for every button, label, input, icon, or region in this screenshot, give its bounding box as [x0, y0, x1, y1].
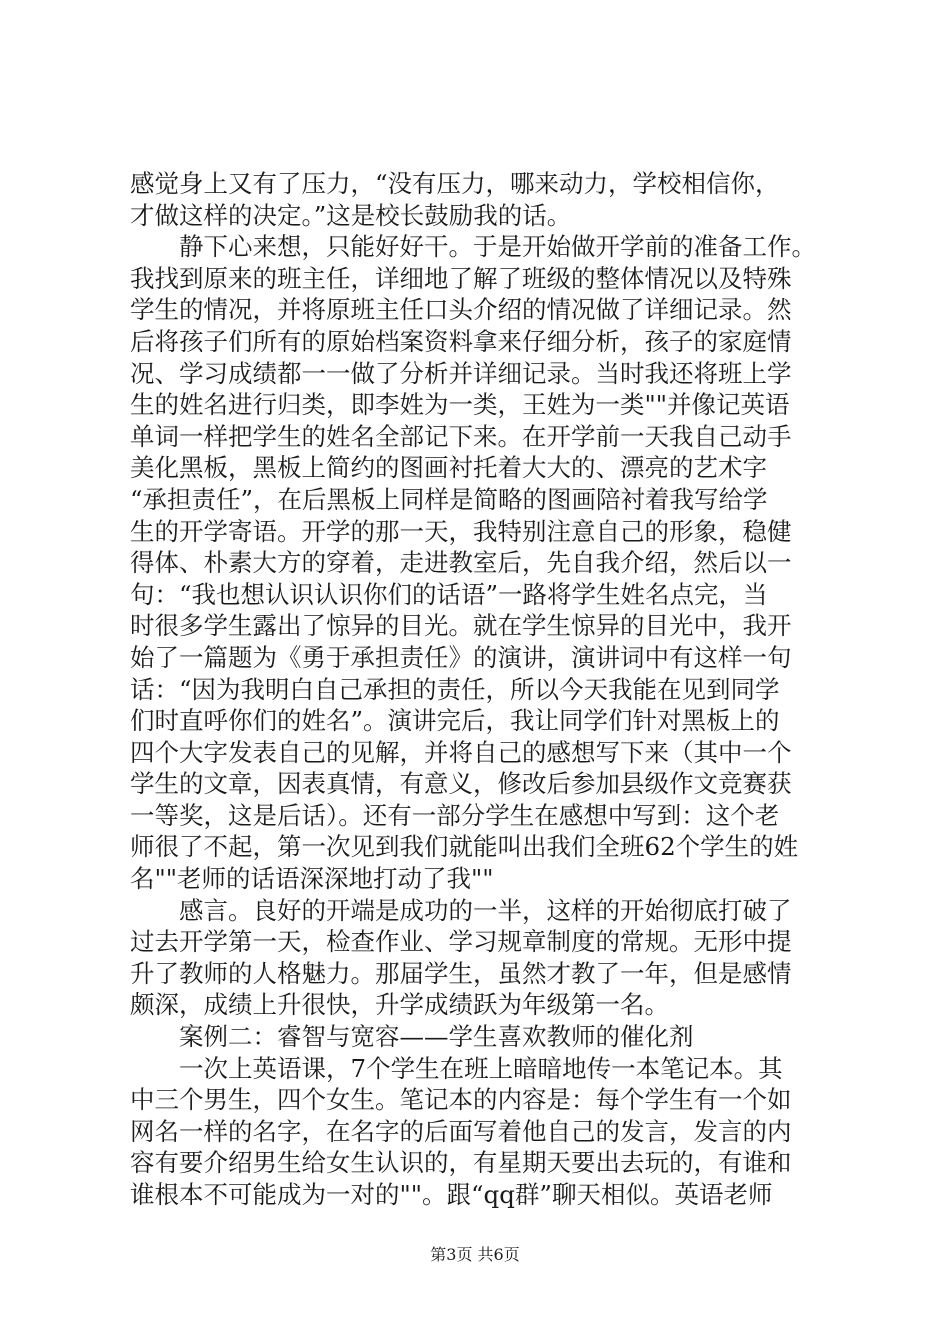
text-line: 感觉身上又有了压力，“没有压力，哪来动力，学校相信你， [130, 169, 780, 198]
text-line: 四个大字发表自己的见解，并将自己的感想写下来（其中一个 [130, 737, 792, 767]
text-line: 话：“因为我明白自己承担的责任，所以今天我能在见到同学 [130, 674, 780, 704]
text-line: 美化黑板，黑板上简约的图画衬托着大大的、漂亮的艺术字 [130, 453, 767, 483]
text-line: 我找到原来的班主任，详细地了解了班级的整体情况以及特殊 [130, 263, 792, 293]
text-line: 况、学习成绩都一一做了分析并详细记录。当时我还将班上学 [130, 358, 792, 388]
text-line: 们时直呼你们的姓名”。演讲完后，我让同学们针对黑板上的 [130, 706, 780, 736]
text-line: 名""老师的话语深深地打动了我"" [130, 864, 494, 894]
text-line: 学生的文章，因表真情，有意义，修改后参加县级作文竞赛获 [130, 769, 792, 799]
text-line: 容有要介绍男生给女生认识的，有星期天要出去玩的，有谁和 [130, 1148, 792, 1178]
text-line: 静下心来想，只能好好干。于是开始做开学前的准备工作。 [130, 232, 816, 262]
text-line: 时很多学生露出了惊异的目光。就在学生惊异的目光中，我开 [130, 611, 792, 641]
text-line: 感言。良好的开端是成功的一半，这样的开始彻底打破了 [130, 895, 792, 925]
text-line: 学生的情况，并将原班主任口头介绍的情况做了详细记录。然 [130, 295, 792, 325]
text-line: 生的开学寄语。开学的那一天，我特别注意自己的形象，稳健 [130, 516, 792, 546]
text-line: 生的姓名进行归类，即李姓为一类，王姓为一类""并像记英语 [130, 390, 790, 420]
text-line: 颇深，成绩上升很快，升学成绩跃为年级第一名。 [130, 990, 669, 1020]
text-line: 师很了不起，第一次见到我们就能叫出我们全班62个学生的姓 [130, 832, 799, 862]
text-line: 案例二：睿智与宽容——学生喜欢教师的催化剂 [130, 1022, 694, 1052]
text-line: 才做这样的决定。”这是校长鼓励我的话。 [130, 200, 572, 230]
text-line: 得体、朴素大方的穿着，走进教室后，先自我介绍，然后以一 [130, 548, 792, 578]
text-line: 一次上英语课，7个学生在班上暗暗地传一本笔记本。其 [130, 1053, 783, 1083]
text-line: 单词一样把学生的姓名全部记下来。在开学前一天我自己动手 [130, 421, 792, 451]
text-line: 一等奖，这是后话）。还有一部分学生在感想中写到：这个老 [130, 800, 780, 830]
text-line: 始了一篇题为《勇于承担责任》的演讲，演讲词中有这样一句 [130, 642, 792, 672]
text-line: 谁根本不可能成为一对的""。跟“qq群”聊天相似。英语老师 [130, 1180, 773, 1209]
document-body [130, 168, 830, 1211]
text-line: 后将孩子们所有的原始档案资料拿来仔细分析，孩子的家庭情 [130, 326, 792, 356]
text-line: 网名一样的名字，在名字的后面写着他自己的发言，发言的内 [130, 1116, 792, 1146]
text-line: 升了教师的人格魅力。那届学生，虽然才教了一年，但是感情 [130, 958, 792, 988]
text-line: 句：“我也想认识认识你们的话语”一路将学生姓名点完，当 [130, 579, 768, 609]
text-line: 过去开学第一天，检查作业、学习规章制度的常规。无形中提 [130, 927, 792, 957]
text-line: “承担责任”，在后黑板上同样是简略的图画陪衬着我写给学 [130, 484, 768, 514]
page-number-footer: 第3页 共6页 [430, 1245, 520, 1264]
text-line: 中三个男生，四个女生。笔记本的内容是：每个学生有一个如 [130, 1085, 792, 1115]
